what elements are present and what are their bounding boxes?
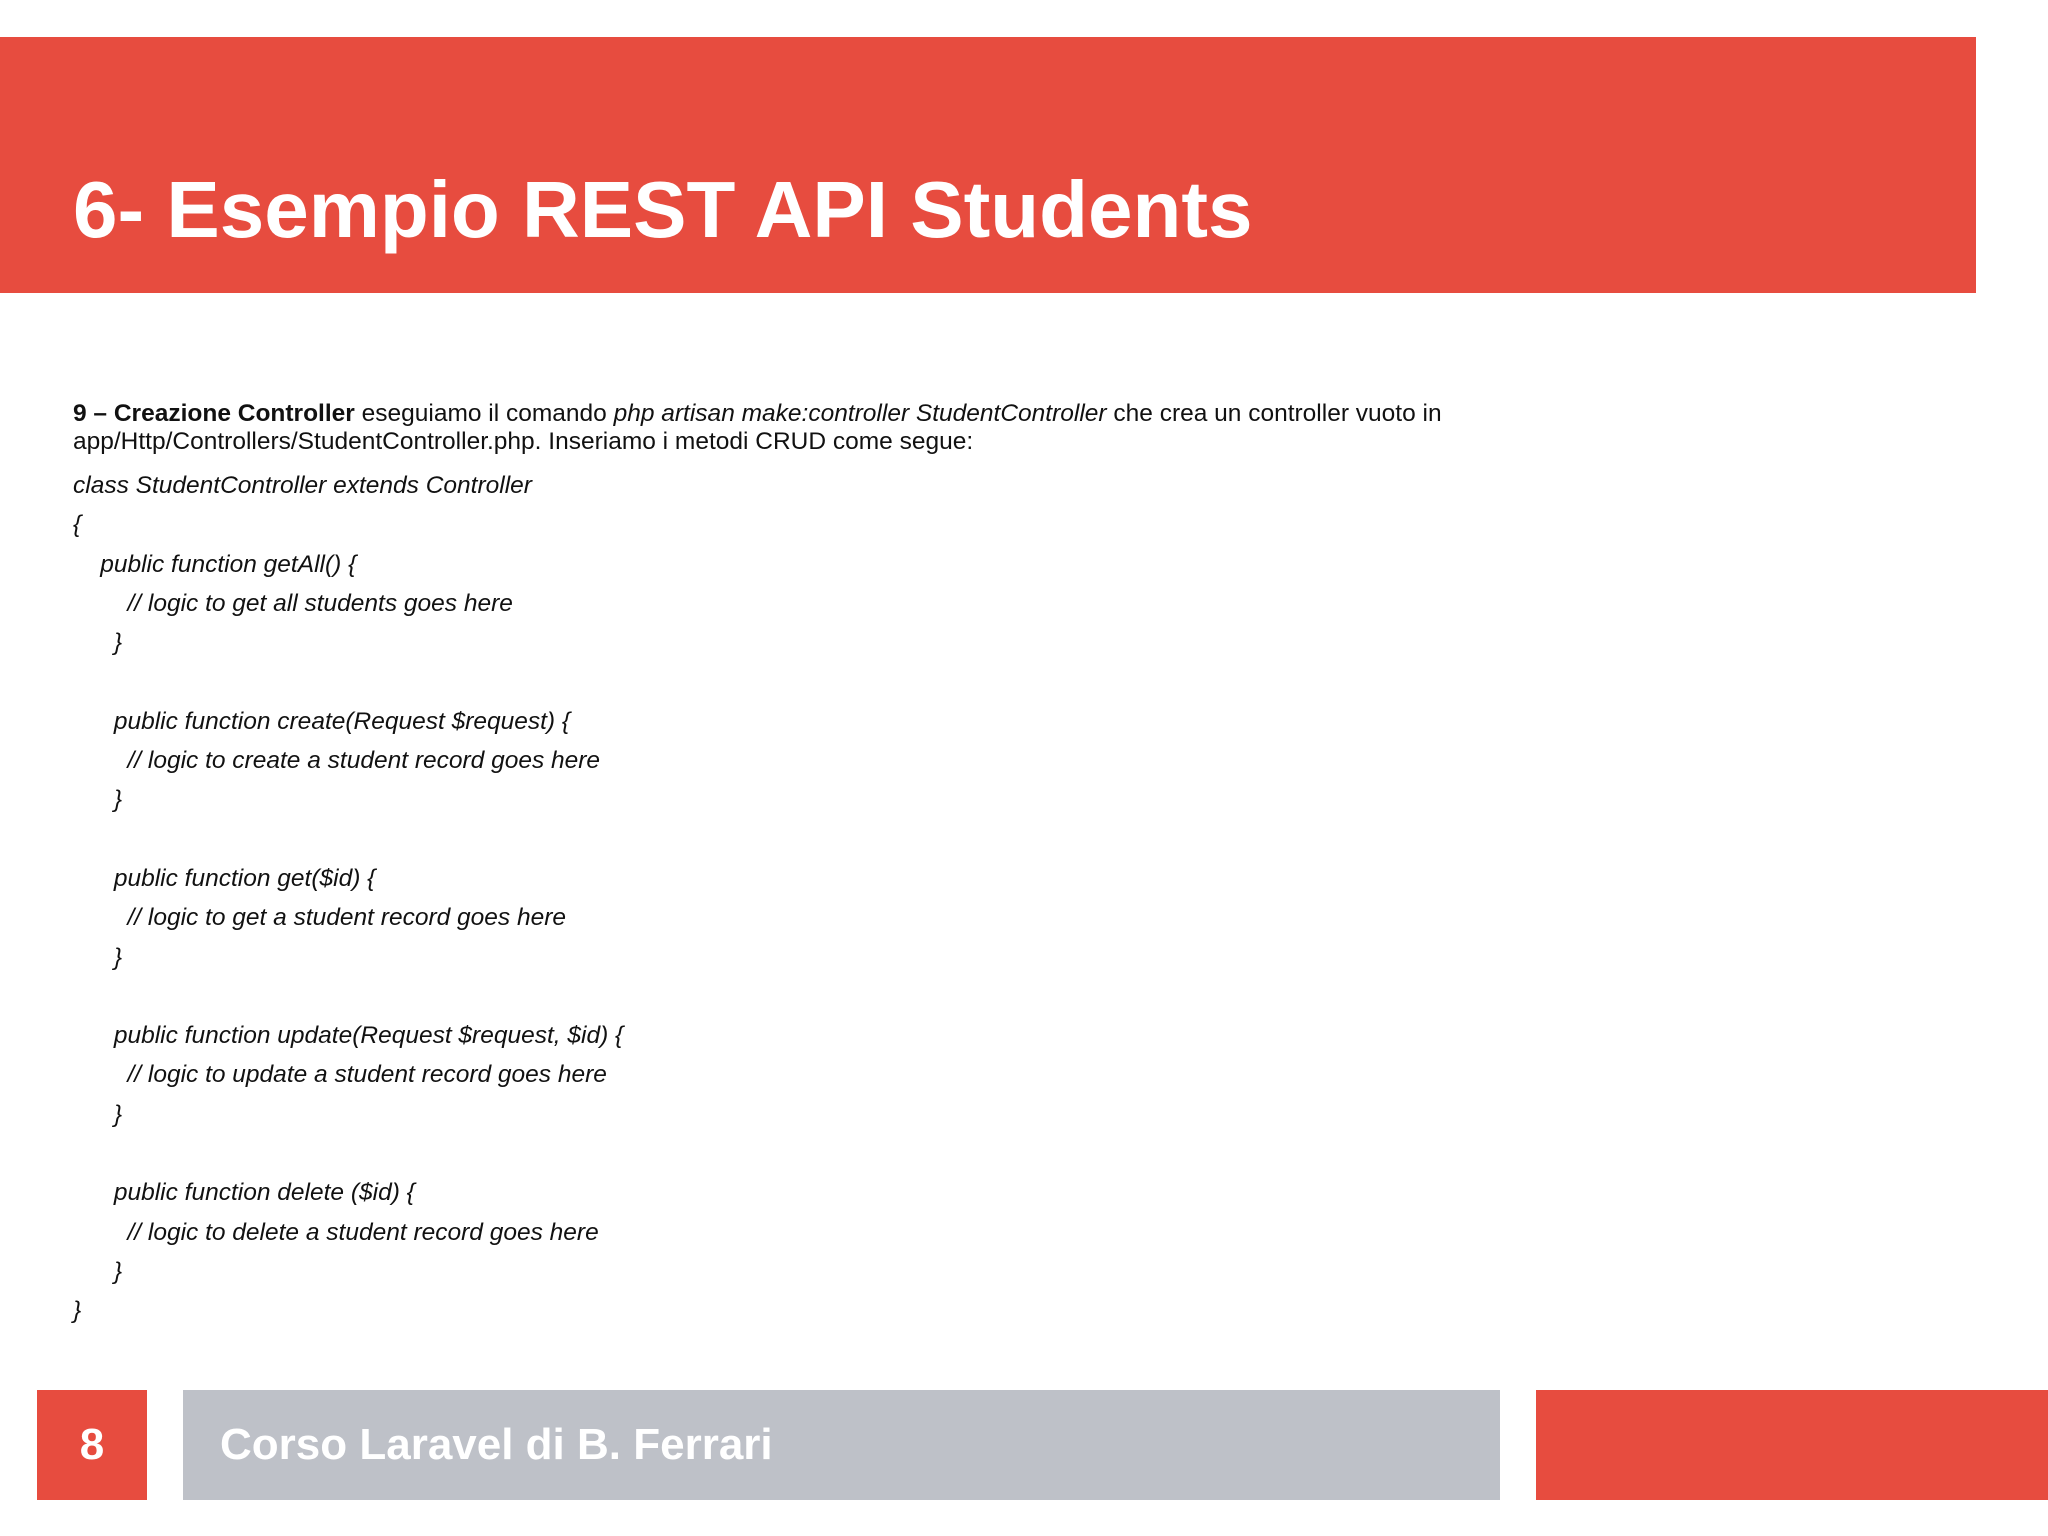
code-block (73, 466, 1533, 1331)
code-line: public function update(Request $request, $id) { (73, 1022, 624, 1050)
footer-band (183, 1390, 1500, 1500)
course-title: Corso Laravel di B. Ferrari (220, 1420, 773, 1469)
code-line: public function delete ($id) { (73, 1179, 415, 1207)
code-line: class StudentController extends Controller (73, 472, 532, 499)
intro-text-1: eseguiamo il comando (354, 400, 614, 427)
code-line: } (73, 1257, 123, 1285)
code-line (73, 662, 1533, 701)
code-line: } (73, 943, 123, 971)
code-line: // logic to get all students goes here (73, 589, 513, 617)
code-line: { (73, 511, 82, 539)
code-line: // logic to create a student record goes here (73, 747, 601, 775)
code-line: // logic to update a student record goes here (73, 1061, 607, 1089)
footer-accent-bar (1536, 1390, 2048, 1500)
code-line: // logic to delete a student record goes here (73, 1218, 599, 1246)
artisan-command: php artisan make:controller StudentController (613, 400, 1107, 427)
code-line: } (73, 786, 123, 814)
code-line: // logic to get a student record goes here (73, 904, 567, 932)
code-line (73, 1134, 1533, 1173)
intro-text-2: che crea un controller vuoto in app/Http/Controllers/StudentController.php. Inseriamo i metodi CRUD come segue: (73, 400, 1442, 455)
slide-title: 6- Esempio REST API Students (73, 165, 1253, 254)
code-line: } (73, 1100, 123, 1128)
intro-paragraph (73, 400, 1533, 456)
step-heading: 9 – Creazione Controller (73, 400, 355, 427)
code-line: } (73, 1297, 82, 1325)
page-number: 8 (37, 1390, 147, 1500)
code-line (73, 977, 1533, 1016)
code-line: } (73, 629, 123, 657)
code-line: public function create(Request $request) { (73, 707, 571, 735)
code-line: public function get($id) { (73, 864, 376, 892)
code-line: public function getAll() { (73, 550, 357, 578)
code-line (73, 820, 1533, 859)
slide-content (73, 400, 1533, 1331)
